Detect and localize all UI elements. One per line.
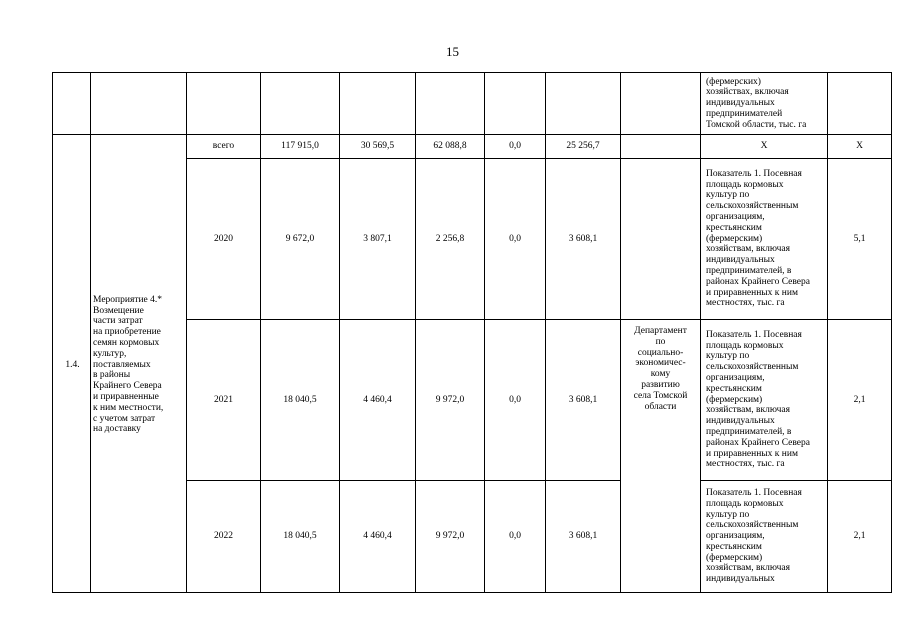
- year-sum: 9 672,0: [261, 159, 340, 320]
- total-regional: 62 088,8: [416, 135, 485, 159]
- year-value: 2,1: [828, 320, 892, 481]
- year-local: 0,0: [485, 159, 546, 320]
- year-label: 2022: [187, 481, 261, 593]
- cell-empty: [340, 73, 416, 135]
- cell-empty: [91, 73, 187, 135]
- year-label: 2020: [187, 159, 261, 320]
- year-federal: 4 460,4: [340, 320, 416, 481]
- page-number: 15: [446, 44, 459, 59]
- year-extra: 3 608,1: [546, 481, 621, 593]
- year-sum: 18 040,5: [261, 481, 340, 593]
- year-indicator: Показатель 1. Посевная площадь кормовых культур по сельскохозяйственным организациям, крестьянским (фермерским) хозяйствам, включая индивидуальных: [701, 481, 828, 593]
- cell-empty: [828, 73, 892, 135]
- cell-empty: [621, 73, 701, 135]
- executor: Департамент по социально- экономичес- кому развитию села Томской области: [621, 320, 701, 593]
- year-label: 2021: [187, 320, 261, 481]
- continuation-row: [53, 73, 892, 135]
- year-regional: 9 972,0: [416, 320, 485, 481]
- cell-empty: [187, 73, 261, 135]
- cell-empty: [416, 73, 485, 135]
- year-value: 5,1: [828, 159, 892, 320]
- measure-number: 1.4.: [53, 135, 91, 593]
- year-regional: 2 256,8: [416, 159, 485, 320]
- indicator-continuation: (фермерских) хозяйствах, включая индивидуальных предпринимателей Томской области, тыс. га: [701, 73, 828, 135]
- year-federal: 3 807,1: [340, 159, 416, 320]
- year-local: 0,0: [485, 481, 546, 593]
- total-sum: 117 915,0: [261, 135, 340, 159]
- total-local: 0,0: [485, 135, 546, 159]
- measure-name: Мероприятие 4.* Возмещение части затрат на приобретение семян кормовых культур, поставляемых в районы Крайнего Севера и приравненные к ним местности, с учетом затрат на доставку: [91, 135, 187, 593]
- total-federal: 30 569,5: [340, 135, 416, 159]
- year-sum: 18 040,5: [261, 320, 340, 481]
- year-extra: 3 608,1: [546, 159, 621, 320]
- year-indicator: Показатель 1. Посевная площадь кормовых культур по сельскохозяйственным организациям, крестьянским (фермерским) хозяйствам, включая индивидуальных предпринимателей, в районах Крайнего Севера и приравненных к ним местностях, тыс. га: [701, 320, 828, 481]
- total-indicator: Х: [701, 135, 828, 159]
- year-federal: 4 460,4: [340, 481, 416, 593]
- total-row: [53, 135, 892, 159]
- cell-empty: [546, 73, 621, 135]
- year-regional: 9 972,0: [416, 481, 485, 593]
- year-extra: 3 608,1: [546, 320, 621, 481]
- cell-empty: [485, 73, 546, 135]
- year-local: 0,0: [485, 320, 546, 481]
- total-label: всего: [187, 135, 261, 159]
- cell-empty: [621, 159, 701, 320]
- total-extra: 25 256,7: [546, 135, 621, 159]
- year-value: 2,1: [828, 481, 892, 593]
- total-value: Х: [828, 135, 892, 159]
- year-indicator: Показатель 1. Посевная площадь кормовых культур по сельскохозяйственным организациям, крестьянским (фермерским) хозяйствам, включая индивидуальных предпринимателей, в районах Крайнего Севера и приравненных к ним местностях, тыс. га: [701, 159, 828, 320]
- program-measures-table: [52, 72, 892, 593]
- cell-empty: [621, 135, 701, 159]
- cell-empty: [261, 73, 340, 135]
- cell-empty: [53, 73, 91, 135]
